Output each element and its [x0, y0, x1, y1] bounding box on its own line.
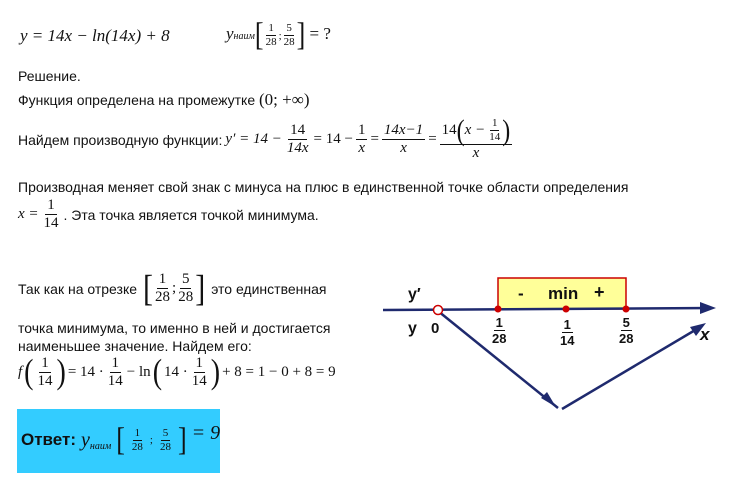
box-plus: +	[594, 282, 605, 302]
calc-ln-in: 14 ·	[164, 364, 188, 380]
d-frac-2: $\frac{1}{x}$	[357, 122, 366, 156]
calc-frac-1: $\frac{1}{14}$	[37, 355, 53, 389]
box-minus: -	[518, 284, 524, 303]
calc-tail: + 8 = 1 − 0 + 8 = 9	[222, 364, 336, 380]
problem-function: y = 14x − ln(14x) + 8	[20, 26, 170, 45]
target-symbol: y	[226, 23, 234, 43]
segment-b: $\frac{5}{28}$	[283, 21, 295, 48]
segment-sep: ;	[278, 29, 282, 42]
d-frac-1: $\frac{14}{14x}$	[286, 122, 309, 156]
d-eq-1: =	[370, 131, 379, 147]
reason-pre: Так как на отрезке	[18, 280, 138, 297]
derivative-start: y′ = 14 −	[225, 131, 282, 147]
d-mid: = 14 −	[313, 131, 353, 147]
calc-frac-2: $\frac{1}{14}$	[107, 355, 123, 389]
point-1-14	[563, 306, 570, 313]
solution-heading: Решение.	[18, 68, 81, 84]
zero-label: 0	[431, 320, 440, 337]
calc-ln: − ln	[126, 364, 151, 380]
answer-subscript: наим	[89, 440, 112, 452]
calc-eq: = 14 ·	[67, 364, 104, 380]
y-prime-label: y′	[408, 286, 421, 303]
answer-content: Ответ: y наим [ $\frac{1}{28}$ ; $\frac{5}{28}$ ] = 9	[21, 421, 221, 458]
x-axis-arrow	[700, 302, 716, 314]
calc-frac-3: $\frac{1}{14}$	[191, 355, 207, 389]
reason-post: это единственная	[211, 280, 327, 297]
answer-symbol: y	[81, 428, 90, 451]
answer-value: = 9	[191, 421, 221, 444]
reason-seg-b: $\frac{5}{28}$	[178, 271, 194, 305]
decreasing-arrow	[541, 392, 556, 407]
d-frac-3: $\frac{14x-1}{x}$	[383, 122, 424, 156]
point-text: . Эта точка является точкой минимума.	[63, 206, 319, 223]
calc-line: f ( $\frac{1}{14}$ ) = 14 · $\frac{1}{14}$ − ln ( 14 · $\frac{1}{14}$ ) + 8 = 1 − 0 + 8 = 9	[18, 352, 336, 392]
y-label: y	[408, 320, 417, 337]
tick-5-28: $\frac{5}{28}$	[619, 315, 634, 346]
answer-seg-b: $\frac{5}{28}$	[159, 426, 171, 453]
point-x: x =	[18, 206, 39, 222]
tick-1-28: $\frac{1}{28}$	[492, 315, 507, 346]
domain-value: (0; +∞)	[259, 90, 310, 109]
target-subscript: наим	[233, 30, 255, 42]
reason-line-3: наименьшее значение. Найдем его:	[18, 338, 252, 354]
sign-change-text: Производная меняет свой знак с минуса на плюс в единственной точке области определения	[18, 179, 629, 195]
x-label: x	[700, 325, 710, 344]
answer-seg-a: $\frac{1}{28}$	[131, 426, 143, 453]
reason-line-2: точка минимума, то именно в ней и достигается	[18, 320, 331, 336]
answer-label: Ответ:	[21, 430, 76, 449]
segment-a: $\frac{1}{28}$	[265, 21, 277, 48]
target-query: = ?	[309, 23, 331, 43]
domain-text: Функция определена на промежутке	[18, 92, 256, 108]
point-5-28	[623, 306, 630, 313]
d-eq-2: =	[428, 131, 437, 147]
point-1-28	[495, 306, 502, 313]
tick-1-14: $\frac{1}{14}$	[560, 317, 575, 348]
reason-segment: [ $\frac{1}{28}$ ; $\frac{5}{28}$ ]	[143, 267, 206, 309]
box-min: min	[548, 284, 579, 303]
point-frac: $\frac{1}{14}$	[43, 197, 59, 231]
bracket-right: ]	[296, 16, 306, 53]
derivative-text: Найдем производную функции:	[18, 131, 223, 148]
reason-seg-a: $\frac{1}{28}$	[155, 271, 171, 305]
calc-f: f	[18, 364, 23, 380]
x-axis-line	[383, 308, 712, 310]
d-frac-4: 14 ( x − $\frac{1}{14}$ ) x	[441, 114, 511, 161]
zero-point	[434, 306, 443, 315]
bracket-left: [	[254, 16, 264, 53]
